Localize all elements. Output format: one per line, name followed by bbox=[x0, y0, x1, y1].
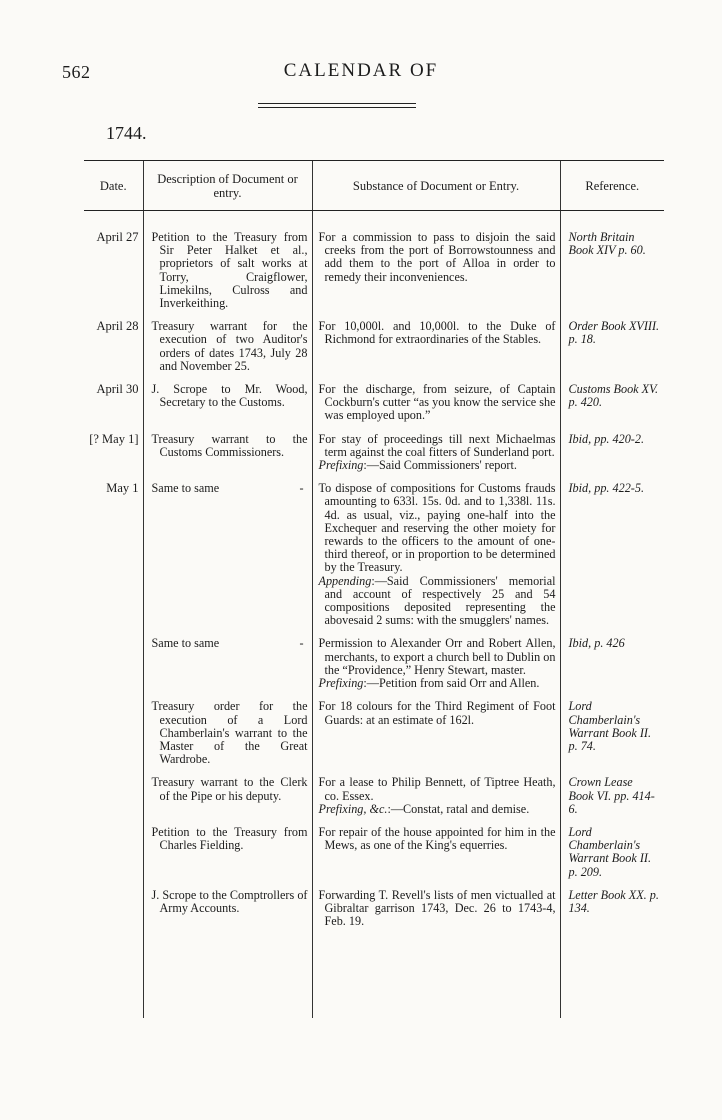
entry-date bbox=[84, 433, 143, 483]
entry-description-text: Same to same bbox=[151, 636, 220, 651]
entry-reference-text: Lord Chamberlain's Warrant Book II. p. 74. bbox=[568, 699, 651, 753]
entry-reference-text: Ibid, pp. 422-5. bbox=[568, 481, 644, 496]
entry-date bbox=[84, 482, 143, 637]
table-row bbox=[84, 776, 664, 826]
entry-date-text: April 28 bbox=[96, 319, 139, 334]
entry-reference bbox=[560, 826, 664, 889]
entry-substance bbox=[312, 211, 560, 321]
entry-reference bbox=[560, 433, 664, 483]
entry-description bbox=[143, 826, 312, 889]
entry-description bbox=[143, 433, 312, 483]
header-rule bbox=[258, 103, 416, 108]
entry-note-text: :—Said Commissioners' memorial and account of respectively 25 and 54 compositions deposited representing the abovesaid 2 sums: with the smugglers' names. bbox=[324, 573, 556, 628]
entry-note-text: :—Constat, ratal and demise. bbox=[387, 801, 530, 816]
entry-description: Same to same - bbox=[143, 637, 312, 700]
entry-substance bbox=[312, 482, 560, 637]
entry-description-text: Treasury warrant to the Clerk of the Pipe or his deputy. bbox=[151, 775, 308, 803]
entry-description-text: J. Scrope to the Comptrollers of Army Accounts. bbox=[151, 887, 308, 915]
entry-date bbox=[84, 383, 143, 433]
table-row bbox=[84, 826, 664, 889]
entry-reference-text: Customs Book XV. p. 420. bbox=[568, 382, 658, 410]
entry-reference-text: Letter Book XX. p. 134. bbox=[568, 887, 659, 915]
entry-date-text: April 27 bbox=[96, 230, 139, 244]
entry-reference-text: Crown Lease Book VI. pp. 414-6. bbox=[568, 775, 655, 816]
entry-substance bbox=[312, 433, 560, 483]
entry-description-text: Petition to the Treasury from Sir Peter Halket et al., proprietors of salt works at Torry, Craigflower, Limekilns, Culross and Inverkeithing. bbox=[151, 230, 308, 311]
entry-reference bbox=[560, 889, 664, 1018]
column-header-date: Date. bbox=[84, 161, 143, 211]
column-header-reference: Reference. bbox=[560, 161, 664, 211]
column-header-description: Description of Document or entry. bbox=[143, 161, 312, 211]
entry-substance bbox=[312, 826, 560, 889]
entry-substance-text: For repair of the house appointed for him in the Mews, as one of the King's equerries. bbox=[318, 824, 556, 853]
entry-reference bbox=[560, 383, 664, 433]
table-header-row bbox=[84, 161, 664, 211]
entry-note-label: Appending bbox=[318, 573, 372, 588]
year-heading: 1744. bbox=[106, 123, 147, 143]
entry-description: Same to same - bbox=[143, 482, 312, 637]
entry-note-label: Prefixing bbox=[318, 458, 364, 473]
entry-description bbox=[143, 320, 312, 383]
entry-description-text: Treasury warrant for the execution of two Auditor's orders of dates 1743, July 28 and November 25. bbox=[151, 319, 308, 373]
entry-note bbox=[319, 803, 556, 816]
entry-description bbox=[143, 383, 312, 433]
entry-substance bbox=[312, 637, 560, 700]
entry-reference-text: Ibid, p. 426 bbox=[568, 636, 625, 651]
entry-date bbox=[84, 889, 143, 1018]
entry-description bbox=[143, 889, 312, 1018]
entry-date-text: May 1 bbox=[106, 481, 139, 496]
entry-reference bbox=[560, 700, 664, 776]
entry-date-text: April 30 bbox=[96, 382, 139, 397]
entry-substance-text: For a commission to pass to disjoin the said creeks from the port of Borrowstounness and add them to the port of Alloa in order to remedy their inconveniences. bbox=[318, 230, 556, 284]
table-row bbox=[84, 482, 664, 637]
table-row bbox=[84, 433, 664, 483]
entry-description bbox=[143, 211, 312, 321]
entry-description-text: J. Scrope to Mr. Wood, Secretary to the Customs. bbox=[151, 382, 308, 410]
entry-substance bbox=[312, 320, 560, 383]
entry-date bbox=[84, 211, 143, 321]
table-row bbox=[84, 637, 664, 700]
entry-substance-text: For 10,000l. and 10,000l. to the Duke of Richmond for extraordinaries of the Stables. bbox=[318, 319, 556, 347]
entry-description-text: Petition to the Treasury from Charles Fielding. bbox=[151, 824, 308, 853]
entry-note-text: :—Said Commissioners' report. bbox=[363, 458, 517, 473]
page-number: 562 bbox=[62, 62, 91, 82]
entry-reference-text: Ibid, pp. 420-2. bbox=[568, 431, 644, 446]
entry-description bbox=[143, 776, 312, 826]
entry-date bbox=[84, 826, 143, 889]
table-row bbox=[84, 211, 664, 321]
entry-note-label: Prefixing, &c. bbox=[318, 801, 388, 816]
running-head: CALENDAR OF bbox=[283, 60, 439, 81]
table-row bbox=[84, 889, 664, 1018]
entry-note bbox=[319, 677, 556, 690]
entry-substance-text: For 18 colours for the Third Regiment of Foot Guards: at an estimate of 162l. bbox=[318, 699, 556, 727]
calendar-table bbox=[84, 160, 664, 1018]
table-row bbox=[84, 383, 664, 433]
entry-date bbox=[84, 637, 143, 700]
entry-note-text: :—Petition from said Orr and Allen. bbox=[363, 676, 540, 691]
entry-date-text: [? May 1] bbox=[89, 431, 139, 446]
table-row bbox=[84, 700, 664, 776]
entry-date bbox=[84, 700, 143, 776]
entry-substance bbox=[312, 889, 560, 1018]
entry-note bbox=[319, 575, 556, 628]
entry-substance-text: Forwarding T. Revell's lists of men victualled at Gibraltar garrison 1743, Dec. 26 to 1743-4, Feb. 19. bbox=[318, 887, 556, 929]
entry-date bbox=[84, 776, 143, 826]
entry-reference bbox=[560, 211, 664, 321]
entry-description-text: Same to same bbox=[151, 481, 220, 496]
entry-description-text: Treasury warrant to the Customs Commissioners. bbox=[151, 431, 308, 459]
table-row bbox=[84, 320, 664, 383]
entry-note bbox=[319, 459, 556, 472]
column-header-substance: Substance of Document or Entry. bbox=[312, 161, 560, 211]
entry-substance bbox=[312, 776, 560, 826]
entry-substance-text: Permission to Alexander Orr and Robert Allen, merchants, to export a church bell to Dublin on the “Providence,” Henry Stewart, master. bbox=[318, 636, 556, 677]
entry-reference bbox=[560, 482, 664, 637]
entry-description bbox=[143, 700, 312, 776]
entry-description-text: Treasury order for the execution of a Lord Chamberlain's warrant to the Master of the Great Wardrobe. bbox=[151, 699, 308, 767]
entry-substance-text: For stay of proceedings till next Michaelmas term against the coal fitters of Sunderland port. bbox=[318, 431, 556, 459]
entry-reference bbox=[560, 320, 664, 383]
entry-substance bbox=[312, 700, 560, 776]
entry-substance-text: For the discharge, from seizure, of Captain Cockburn's cutter “as you know the service she was employed upon.” bbox=[318, 382, 556, 423]
entry-substance bbox=[312, 383, 560, 433]
table-body bbox=[84, 211, 664, 1019]
entry-substance-text: To dispose of compositions for Customs frauds amounting to 633l. 15s. 0d. and to 1,338l. 11s. 4d. as usual, viz., paying one-half into the Exchequer and reserving the other moiety for rewards to the officers to the amount of one-third thereof, or in proportion to be determined by the Treasury. bbox=[318, 481, 556, 575]
entry-reference-text: North Britain Book XIV p. 60. bbox=[568, 230, 646, 258]
entry-reference-text: Order Book XVIII. p. 18. bbox=[568, 319, 660, 347]
entry-date bbox=[84, 320, 143, 383]
entry-reference bbox=[560, 776, 664, 826]
entry-note-label: Prefixing bbox=[318, 676, 364, 691]
entry-reference bbox=[560, 637, 664, 700]
entry-reference-text: Lord Chamberlain's Warrant Book II. p. 209. bbox=[568, 824, 651, 879]
entry-substance-text: For a lease to Philip Bennett, of Tiptree Heath, co. Essex. bbox=[318, 775, 556, 803]
